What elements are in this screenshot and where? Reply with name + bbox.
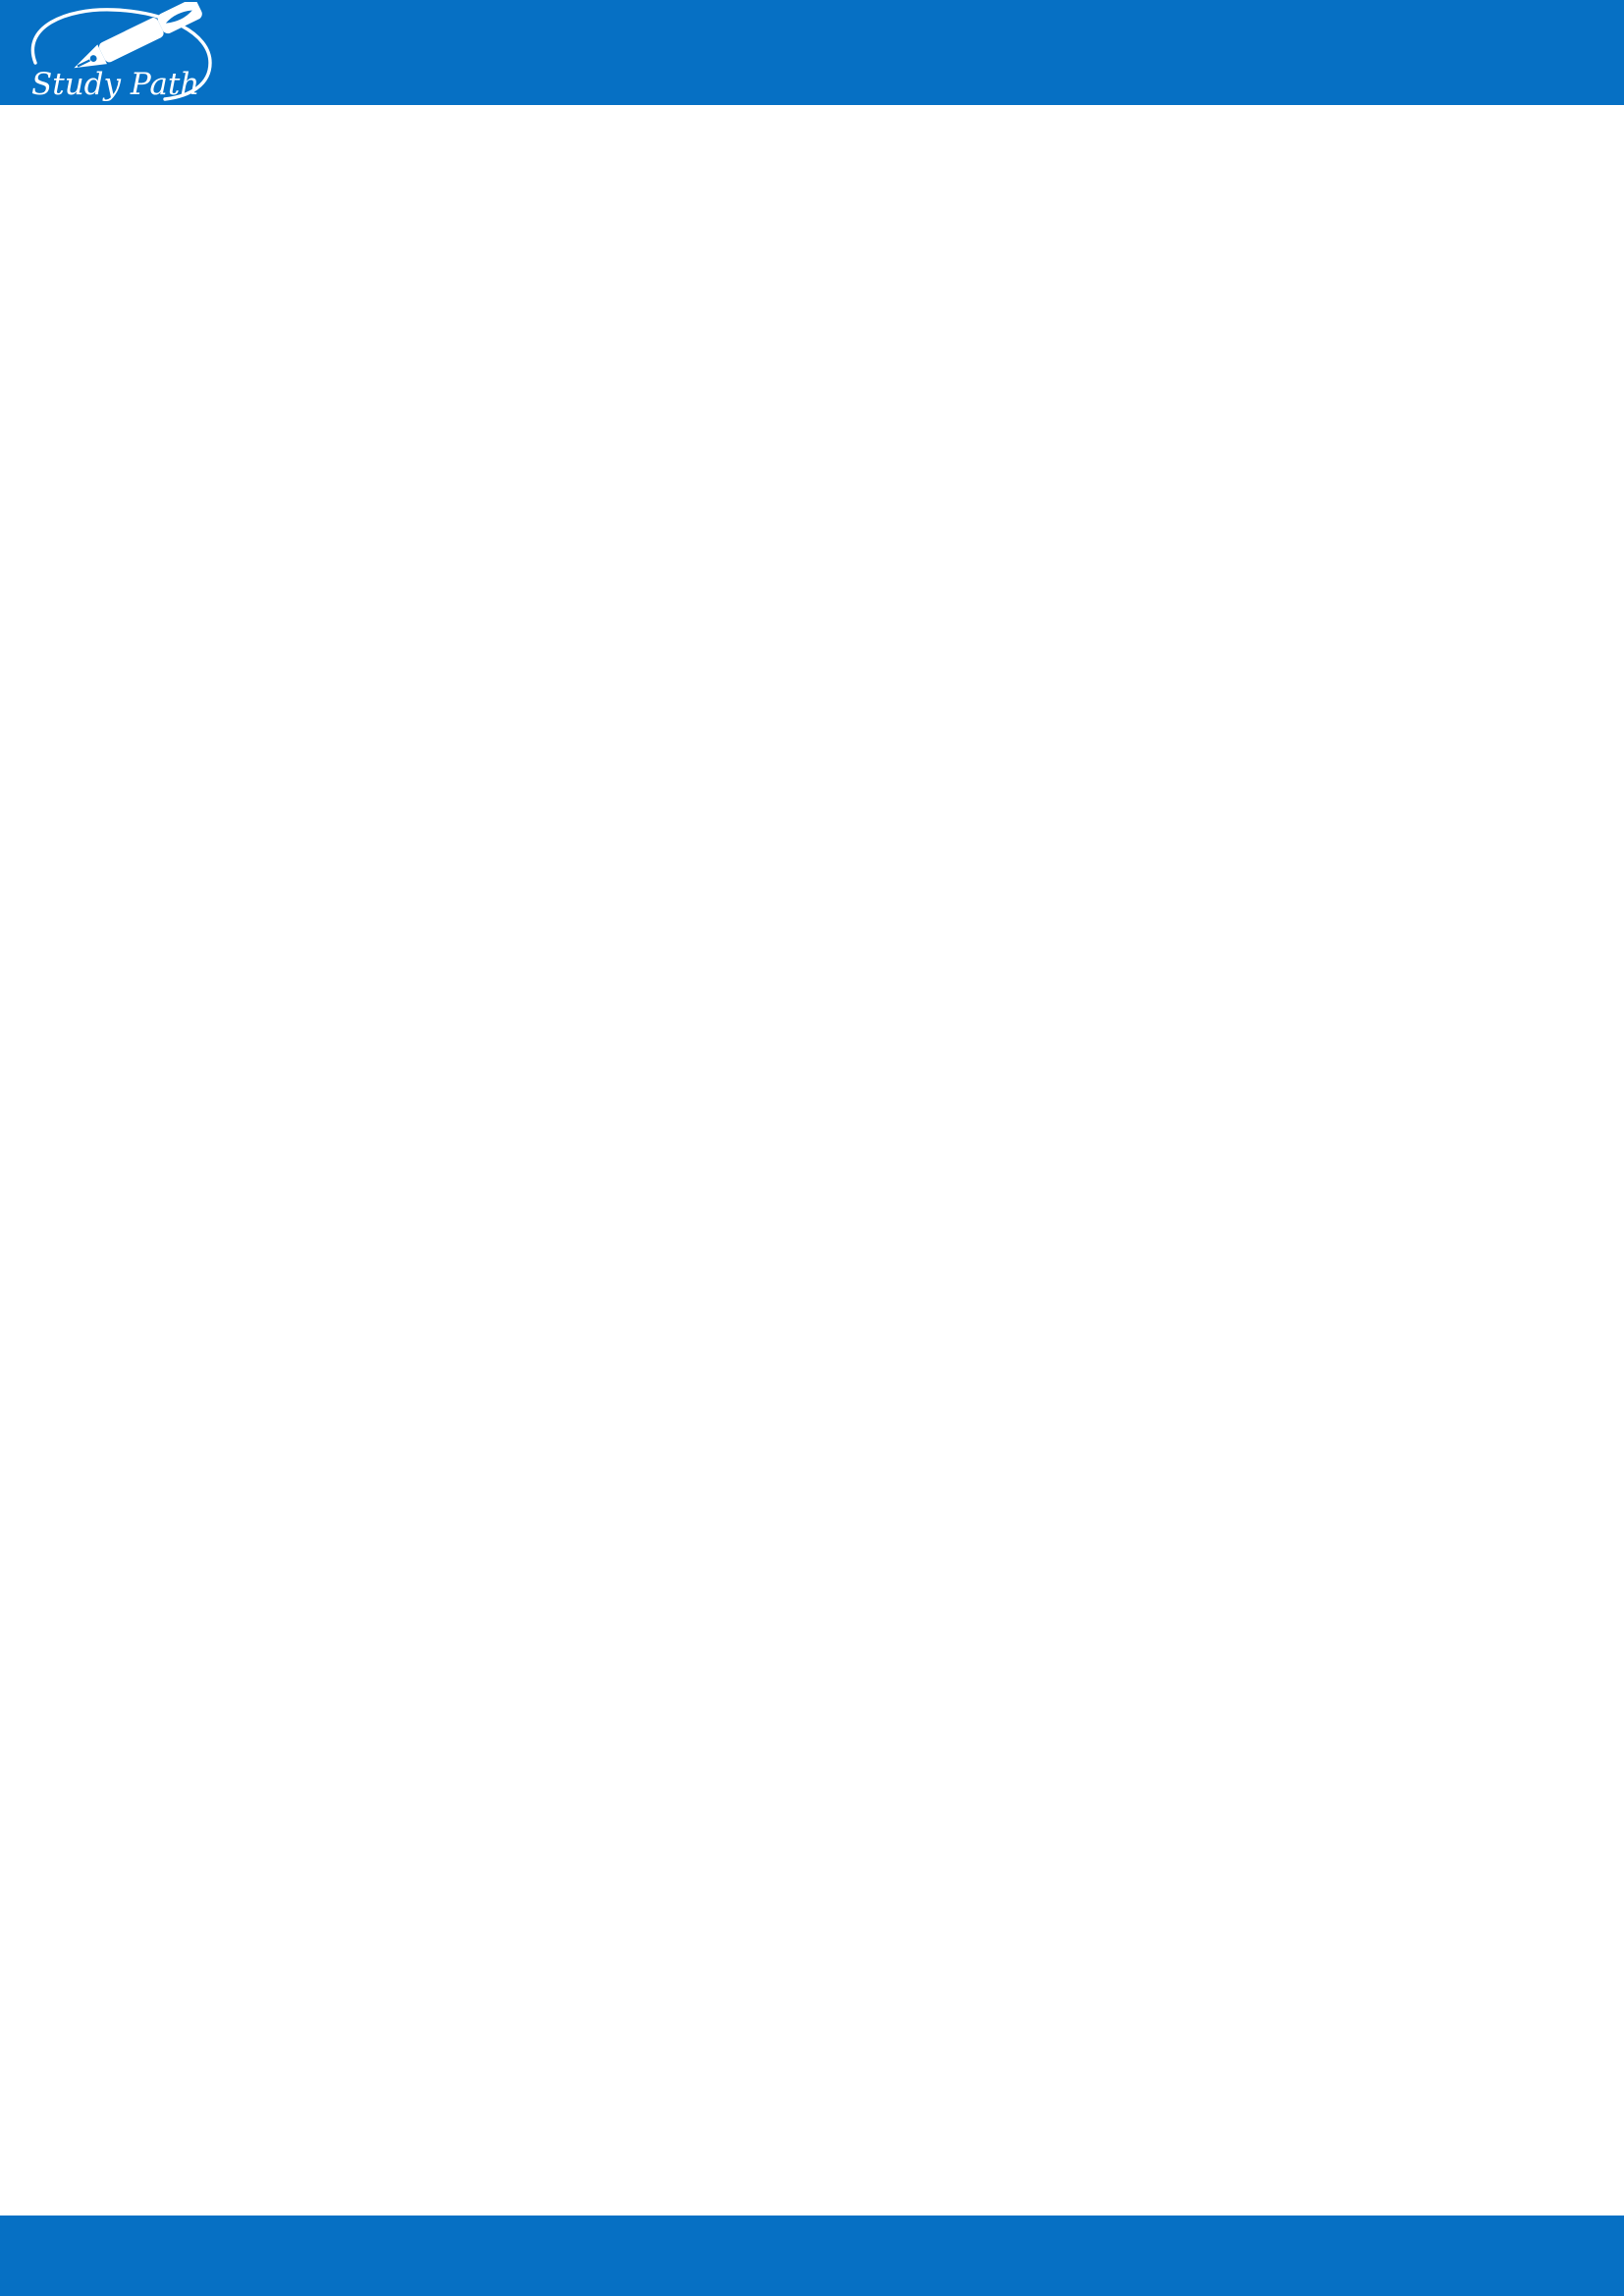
header-titles: [0, 0, 1624, 32]
class-label: [0, 0, 1624, 8]
series-label: [0, 8, 1624, 21]
page-header: [0, 0, 1624, 105]
logo-wordmark: Study Path: [31, 67, 200, 102]
page-footer: [0, 2216, 1624, 2296]
chapter-label: [0, 21, 1624, 32]
